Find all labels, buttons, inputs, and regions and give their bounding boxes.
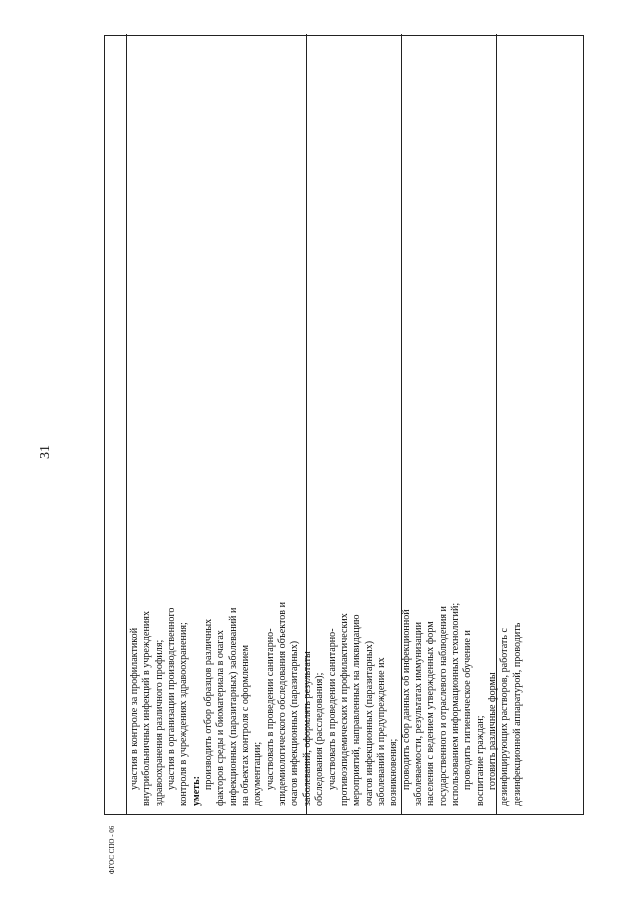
- competency-table: [104, 35, 584, 815]
- page-number: 31: [38, 445, 53, 459]
- text-line: проводить сбор данных об инфекционной: [400, 609, 412, 790]
- text-line: дезинфекционной аппаратурой, проводить: [511, 622, 523, 806]
- table-row-empty: [402, 34, 497, 814]
- text-line: производить отбор образцов различных: [203, 618, 215, 790]
- text-line: внутрибольничных инфекций в учреждениях: [141, 611, 153, 806]
- table-row-index: [105, 34, 127, 814]
- footer-label: ФГОС СПО - 06: [108, 825, 116, 875]
- text-line: очагов инфекционных (паразитарных): [289, 640, 301, 806]
- text-line: факторов среды и биоматериала в очагах: [215, 630, 227, 806]
- text-line: проводить гигиеническое обучение и: [462, 630, 474, 790]
- text-line: участвовать в проведении санитарно-: [326, 628, 338, 790]
- text-line: контроля в учреждениях здравоохранения;: [178, 622, 190, 806]
- text-line: очагов инфекционных (паразитарных): [363, 640, 375, 806]
- text-line: государственного и отраслевого наблюдения и: [437, 606, 449, 806]
- text-line: населения с ведением утвержденных форм: [425, 621, 437, 806]
- text-line: участия в контроле за профилактикой: [129, 627, 140, 790]
- text-line: мероприятий, направленных на ликвидацию: [351, 614, 363, 806]
- text-line: инфекционных (паразитарных) заболеваний и: [227, 607, 239, 806]
- table-row-empty: [497, 34, 583, 814]
- text-line: документации;: [252, 741, 264, 806]
- text-line: заболеваемости, результатах иммунизации: [412, 622, 424, 806]
- text-line: использованием информационных технологий;: [449, 602, 461, 806]
- text-line: эпидемиологического обследования объектов и: [277, 602, 289, 806]
- text-line: противоэпидемических и профилактических: [338, 613, 350, 806]
- text-line: готовить различные формы: [486, 672, 498, 790]
- table-row-content: [127, 34, 523, 814]
- text-line: участвовать в проведении санитарно-: [264, 628, 276, 790]
- text-line: заболеваний, оформлять результаты: [301, 651, 313, 806]
- table-row-empty: [307, 34, 402, 814]
- text-line: на объектах контроля с оформлением: [240, 644, 252, 806]
- text-line: заболеваний и предупреждение их: [375, 657, 387, 806]
- text-line: участия в организации производственного: [166, 607, 178, 790]
- text-heading: уметь:: [190, 776, 202, 806]
- text-line: обследования (расследования);: [314, 672, 326, 806]
- text-line: возникновения;: [388, 738, 400, 806]
- text-line: воспитание граждан;: [474, 715, 486, 806]
- text-line: здравоохранения различного профиля;: [153, 639, 165, 806]
- text-line: дезинфицирующих растворов, работать с: [499, 628, 511, 806]
